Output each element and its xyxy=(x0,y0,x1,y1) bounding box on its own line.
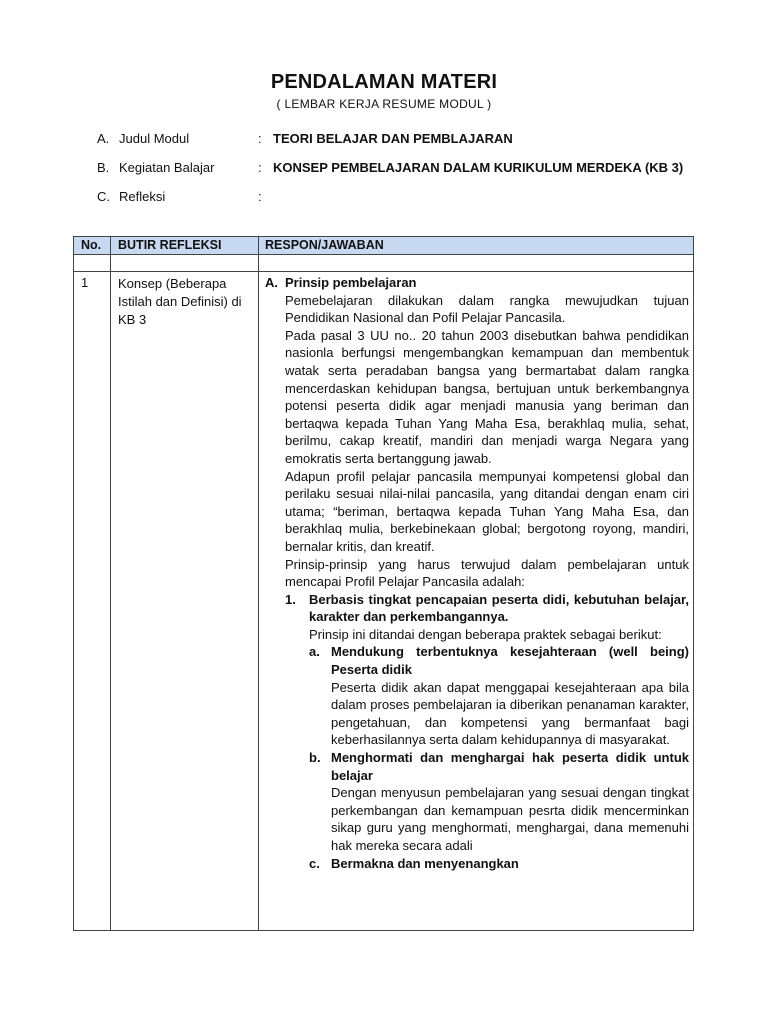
table-spacer-row xyxy=(74,255,693,272)
meta-letter: A. xyxy=(97,131,110,146)
item-title: Mendukung terbentuknya kesejahteraan (well being) Peserta didik xyxy=(331,644,689,678)
item-letter: b. xyxy=(309,750,321,766)
column-divider xyxy=(258,237,259,930)
row-number: 1 xyxy=(81,275,89,290)
row-butir-refleksi: Konsep (Beberapa Istilah dan Definisi) di KB 3 xyxy=(118,276,242,327)
meta-row-refleksi xyxy=(97,189,717,218)
module-info xyxy=(97,131,717,218)
meta-value: KONSEP PEMBELAJARAN DALAM KURIKULUM MERDEKA (KB 3) xyxy=(273,160,684,175)
reflection-table xyxy=(73,236,694,931)
meta-colon: : xyxy=(258,160,262,175)
meta-colon: : xyxy=(258,131,262,146)
paragraph: Pemebelajaran dilakukan dalam rangka mewujudkan tujuan Pendidikan Nasional dan Pofil Pelajar Pancasila. xyxy=(285,292,689,326)
meta-row-judul-modul xyxy=(97,131,717,160)
meta-label: Judul Modul xyxy=(119,131,190,146)
paragraph: Adapun profil pelajar pancasila mempunyai kompetensi global dan perilaku sesuai nilai-nilai pancasila, yang ditandai dengan enam ciri utama; “beriman, bertaqwa kepada Tuhan Yang Maha Esa, dan berakhlaq mulia, berkebinekaan global; bergotong royong, mandiri, bernalar kritis, dan kreatif. xyxy=(285,468,689,554)
item-title: Bermakna dan menyenangkan xyxy=(331,855,519,871)
meta-label: Kegiatan Balajar xyxy=(119,160,215,175)
paragraph: Peserta didik akan dapat menggapai kesejahteraan apa bila dalam proses pembelajaran ia diberikan penanaman karakter, pengetahuan, dan kompetensi yang bermanfaat bagi keberhasilannya serta dalam kehidupannya di masyarakat. xyxy=(331,679,689,748)
section-title: Prinsip pembelajaran xyxy=(285,275,417,290)
table-header xyxy=(74,237,693,255)
paragraph: Dengan menyusun pembelajaran yang sesuai dengan tingkat perkembangan dan kemampuan pesrta didik mencerminkan sikap guru yang menghormati, menghargai, dana memenuhi hak mereka secara adali xyxy=(331,785,689,853)
paragraph: Pada pasal 3 UU no.. 20 tahun 2003 disebutkan bahwa pendidikan nasionla berfungsi mengembangkan kemampuan dan membentuk watak serta peradaban bangsa yang bermartabat dalam rangka mencerdaskan kehidupan bangsa, bertujuan untuk berkembangnya potensi peserta didik agar menjadi manusia yang beriman dan bertaqwa kepada Tuhan Yang Maha Esa, berakhlaq mulia, sehat, berilmu, cakap kreatif, mandiri dan menjadi warga Negara yang emokratis serta bertanggung jawab. xyxy=(285,327,689,466)
item-number: 1. xyxy=(285,591,296,607)
section-letter: A. xyxy=(265,275,278,290)
page-title: PENDALAMAN MATERI xyxy=(270,71,498,93)
lettered-item-heading xyxy=(265,643,689,678)
item-letter: a. xyxy=(309,644,320,660)
lettered-item-heading xyxy=(265,855,689,873)
section-heading xyxy=(265,274,689,292)
column-divider xyxy=(110,237,111,930)
lettered-item-heading xyxy=(265,749,689,784)
item-letter: c. xyxy=(309,855,320,871)
meta-row-kegiatan-belajar xyxy=(97,160,717,189)
item-title: Menghormati dan menghargai hak peserta didik untuk belajar xyxy=(331,750,689,783)
meta-letter: B. xyxy=(97,160,110,175)
meta-value: TEORI BELAJAR DAN PEMBLAJARAN xyxy=(273,131,513,146)
numbered-item-heading xyxy=(265,591,689,626)
meta-label: Refleksi xyxy=(119,189,166,204)
header-no: No. xyxy=(81,238,102,252)
header-respon-jawaban: RESPON/JAWABAN xyxy=(265,238,384,252)
meta-letter: C. xyxy=(97,189,110,204)
page-subtitle: ( LEMBAR KERJA RESUME MODUL ) xyxy=(276,97,492,111)
response-cell xyxy=(265,274,689,872)
paragraph: Prinsip-prinsip yang harus terwujud dalam pembelajaran untuk mencapai Profil Pelajar Pancasila adalah: xyxy=(285,556,689,590)
paragraph: Prinsip ini ditandai dengan beberapa praktek sebagai berikut: xyxy=(309,626,662,642)
item-title: Berbasis tingkat pencapaian peserta didi, kebutuhan belajar, karakter dan perkembangannya. xyxy=(309,591,689,625)
meta-colon: : xyxy=(258,189,262,204)
header-butir-refleksi: BUTIR REFLEKSI xyxy=(118,238,222,252)
